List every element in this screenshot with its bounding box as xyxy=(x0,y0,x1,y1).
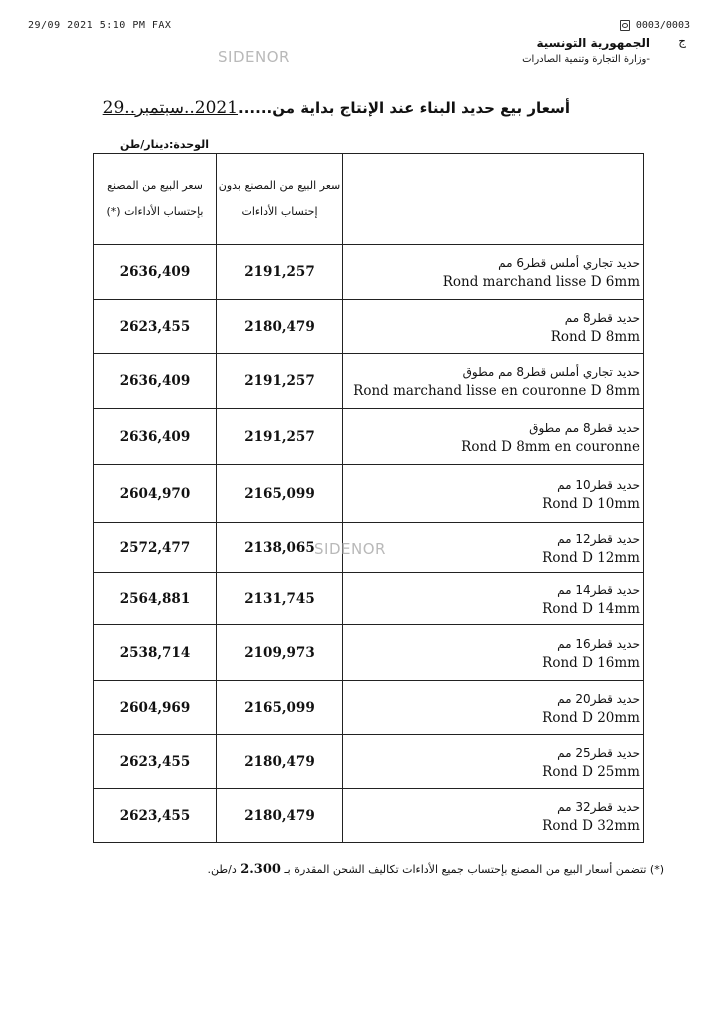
product-cell xyxy=(343,573,644,625)
price-without-tax: 2191,257 xyxy=(217,354,343,409)
product-cell xyxy=(343,354,644,409)
product-cell xyxy=(343,625,644,681)
header-product xyxy=(343,154,644,245)
price-without-tax: 2131,745 xyxy=(217,573,343,625)
product-name-arabic: حديد قطر12 مم xyxy=(557,531,640,546)
price-without-tax: 2165,099 xyxy=(217,681,343,735)
table-row xyxy=(94,735,644,789)
corner-mark: ج xyxy=(678,34,686,48)
product-name-arabic: حديد تجاري أملس قطر6 مم xyxy=(498,256,640,270)
page-title xyxy=(103,98,570,118)
price-without-tax: 2138,065 xyxy=(217,523,343,573)
title-date: 2021..سبتمبر..29 xyxy=(102,98,239,118)
price-with-tax: 2604,969 xyxy=(94,681,217,735)
footnote-unit: د/طن. xyxy=(207,863,237,876)
title-text: أسعار بيع حديد البناء عند الإنتاج بداية من...... xyxy=(238,99,570,117)
fax-page-label: 0003/0003 xyxy=(635,20,690,31)
fax-page-number xyxy=(620,20,690,31)
product-name-french: Rond D 8mm xyxy=(550,328,640,345)
table-row xyxy=(94,573,644,625)
product-cell xyxy=(343,409,644,465)
price-without-tax: 2180,479 xyxy=(217,300,343,354)
table-row xyxy=(94,625,644,681)
watermark-middle: SIDENOR xyxy=(314,540,386,558)
product-name-french: Rond D 32mm xyxy=(542,817,640,834)
republic-name: الجمهورية التونسية xyxy=(536,36,650,50)
product-name-french: Rond D 12mm xyxy=(542,549,640,566)
product-name-arabic: حديد قطر14 مم xyxy=(557,582,640,597)
product-name-arabic: حديد قطر8 مم مطوق xyxy=(529,420,640,435)
price-with-tax: 2636,409 xyxy=(94,354,217,409)
fax-header: 29/09 2021 5:10 PM FAX xyxy=(28,20,172,31)
price-with-tax: 2604,970 xyxy=(94,465,217,523)
price-without-tax: 2180,479 xyxy=(217,735,343,789)
footnote xyxy=(208,862,665,877)
price-with-tax: 2538,714 xyxy=(94,625,217,681)
product-name-arabic: حديد قطر10 مم xyxy=(557,477,640,492)
table-row xyxy=(94,789,644,843)
product-name-arabic: حديد قطر25 مم xyxy=(557,745,640,760)
price-with-tax: 2636,409 xyxy=(94,245,217,300)
footnote-amount: 2.300 xyxy=(240,862,281,877)
price-table xyxy=(93,153,644,843)
price-with-tax: 2572,477 xyxy=(94,523,217,573)
fax-page-icon xyxy=(620,20,630,31)
table-row xyxy=(94,354,644,409)
product-name-french: Rond D 20mm xyxy=(542,709,640,726)
table-row xyxy=(94,245,644,300)
header-with-tax: سعر البيع من المصنع بإحتساب الأداءات (*) xyxy=(94,154,217,245)
price-without-tax: 2191,257 xyxy=(217,245,343,300)
product-name-french: Rond D 8mm en couronne xyxy=(461,438,640,455)
table-row xyxy=(94,300,644,354)
price-with-tax: 2623,455 xyxy=(94,300,217,354)
price-with-tax: 2564,881 xyxy=(94,573,217,625)
product-name-arabic: حديد قطر20 مم xyxy=(557,691,640,706)
header-without-tax: سعر البيع من المصنع بدون إحتساب الأداءات xyxy=(217,154,343,245)
unit-label: الوحدة:دينار/طن xyxy=(120,138,209,151)
product-name-french: Rond D 10mm xyxy=(542,495,640,512)
product-cell xyxy=(343,465,644,523)
table-row xyxy=(94,409,644,465)
price-without-tax: 2109,973 xyxy=(217,625,343,681)
product-cell xyxy=(343,245,644,300)
price-with-tax: 2636,409 xyxy=(94,409,217,465)
product-name-french: Rond marchand lisse D 6mm xyxy=(442,274,640,290)
product-cell xyxy=(343,300,644,354)
price-without-tax: 2180,479 xyxy=(217,789,343,843)
product-name-french: Rond marchand lisse en couronne D 8mm xyxy=(353,383,640,399)
price-with-tax: 2623,455 xyxy=(94,735,217,789)
footnote-text: (*) تتضمن أسعار البيع من المصنع بإحتساب جميع الأداءات تكاليف الشحن المقدرة بـ xyxy=(284,863,664,876)
product-name-arabic: حديد تجاري أملس قطر8 مم مطوق xyxy=(462,365,640,379)
product-cell xyxy=(343,523,644,573)
price-with-tax: 2623,455 xyxy=(94,789,217,843)
watermark-top: SIDENOR xyxy=(218,48,290,66)
product-name-french: Rond D 16mm xyxy=(542,654,640,671)
product-name-arabic: حديد قطر8 مم xyxy=(564,310,640,325)
ministry-name: -وزارة التجارة وتنمية الصادرات xyxy=(522,54,650,65)
price-without-tax: 2165,099 xyxy=(217,465,343,523)
table-row xyxy=(94,465,644,523)
product-name-arabic: حديد قطر16 مم xyxy=(557,636,640,651)
product-name-arabic: حديد قطر32 مم xyxy=(557,799,640,814)
product-cell xyxy=(343,681,644,735)
product-name-french: Rond D 25mm xyxy=(542,763,640,780)
table-row xyxy=(94,681,644,735)
product-name-french: Rond D 14mm xyxy=(542,600,640,617)
ministry-header xyxy=(522,36,650,65)
table-header-row xyxy=(94,154,644,245)
price-without-tax: 2191,257 xyxy=(217,409,343,465)
product-cell xyxy=(343,735,644,789)
product-cell xyxy=(343,789,644,843)
